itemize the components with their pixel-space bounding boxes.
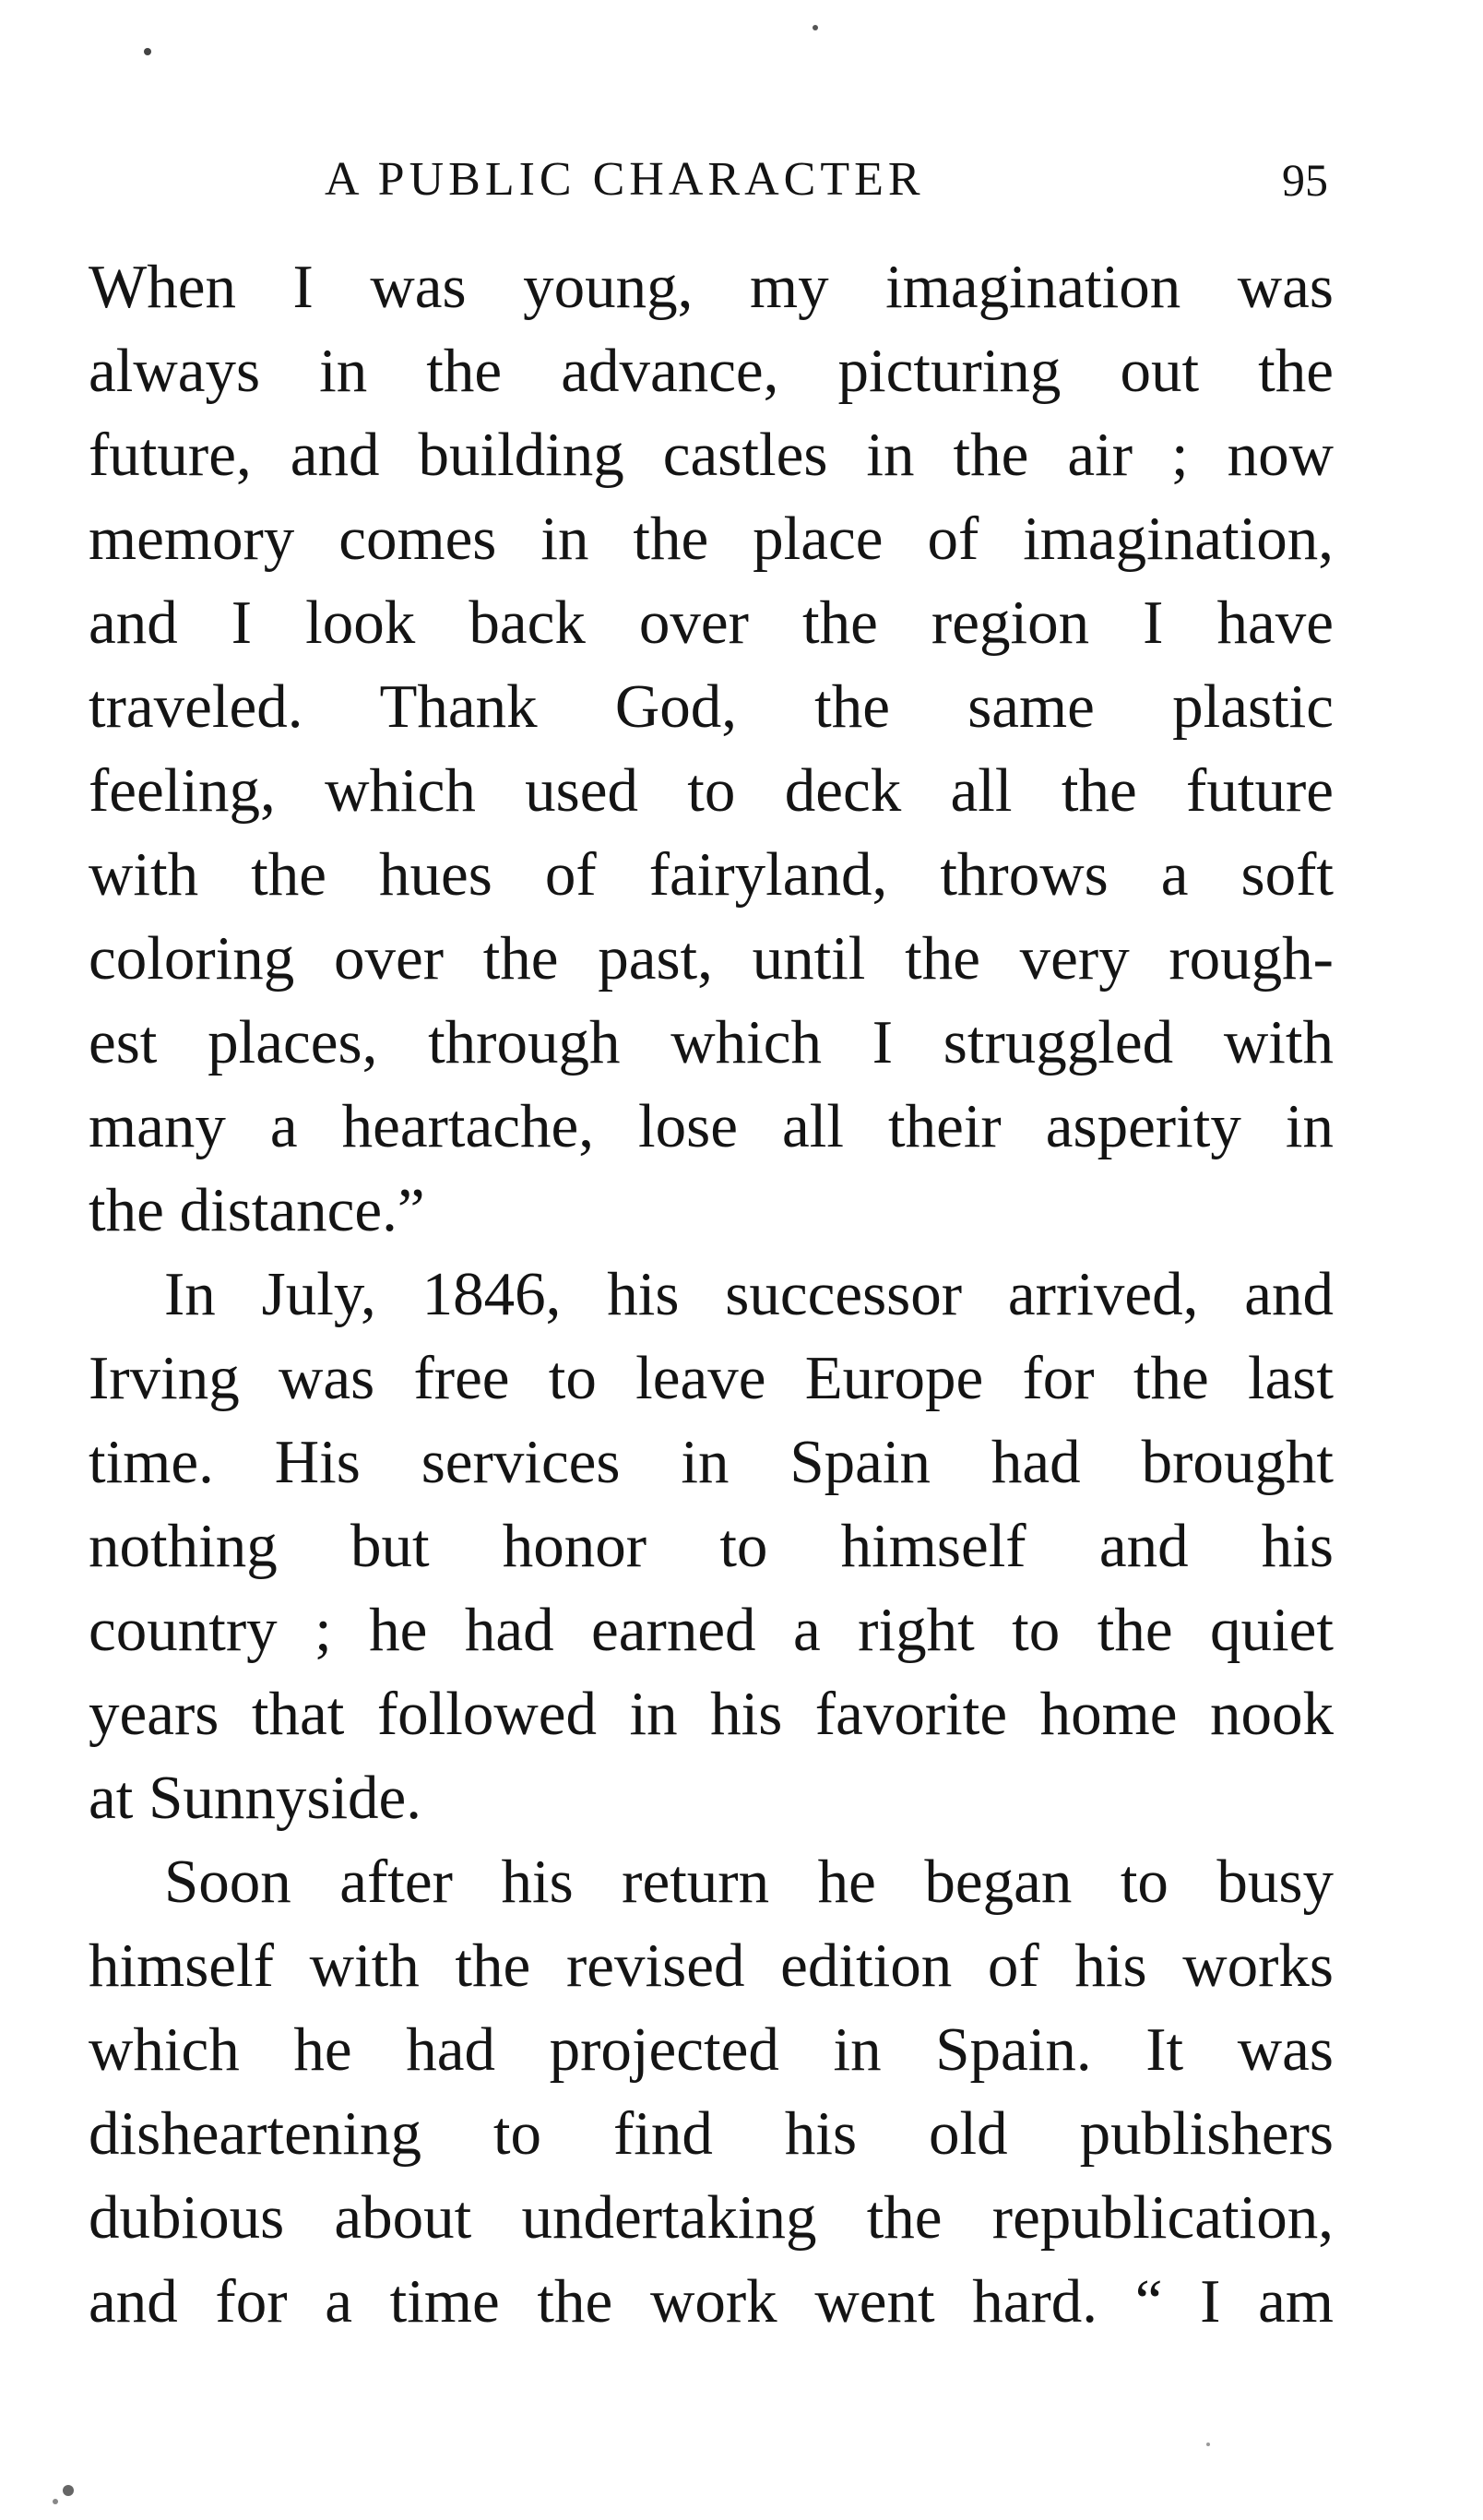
text-line: future, and building castles in the air ; now xyxy=(89,421,1334,489)
text-line: In July, 1846, his successor arrived, and xyxy=(164,1260,1334,1328)
body-text xyxy=(89,245,1334,2344)
text-line: When I was young, my imagination was xyxy=(89,253,1334,321)
text-line: which he had projected in Spain. It was xyxy=(89,2015,1334,2084)
scan-speck xyxy=(53,2499,58,2504)
text-line: traveled. Thank God, the same plastic xyxy=(89,672,1334,741)
text-line: memory comes in the place of imagination, xyxy=(89,505,1334,573)
text-line: many a heartache, lose all their asperity in xyxy=(89,1092,1334,1160)
text-line: at Sunnyside. xyxy=(89,1764,422,1832)
text-line: the distance.” xyxy=(89,1176,425,1244)
text-line: feeling, which used to deck all the future xyxy=(89,756,1334,825)
text-line: with the hues of fairyland, throws a soft xyxy=(89,840,1334,909)
text-line: years that followed in his favorite home nook xyxy=(89,1680,1334,1748)
text-line: time. His services in Spain had brought xyxy=(89,1428,1334,1496)
running-head xyxy=(0,148,1483,212)
text-line: country ; he had earned a right to the quiet xyxy=(89,1596,1334,1664)
text-line: Irving was free to leave Europe for the last xyxy=(89,1344,1334,1412)
text-line: himself with the revised edition of his works xyxy=(89,1932,1334,2000)
scan-speck xyxy=(144,48,151,55)
text-line: coloring over the past, until the very rough- xyxy=(89,924,1334,993)
scan-speck xyxy=(63,2485,74,2496)
running-title: A PUBLIC CHARACTER xyxy=(325,153,925,206)
scan-speck xyxy=(813,25,818,30)
page-number: 95 xyxy=(1282,154,1328,206)
text-line: and I look back over the region I have xyxy=(89,588,1334,657)
text-line: Soon after his return he began to busy xyxy=(164,1848,1334,1916)
text-line: dubious about undertaking the republication, xyxy=(89,2183,1334,2252)
text-line: always in the advance, picturing out the xyxy=(89,337,1334,405)
text-line: disheartening to find his old publishers xyxy=(89,2099,1334,2168)
text-line: nothing but honor to himself and his xyxy=(89,1512,1334,1580)
scan-speck xyxy=(1206,2443,1210,2446)
text-line: and for a time the work went hard. “ I am xyxy=(89,2267,1334,2336)
text-line: est places, through which I struggled with xyxy=(89,1008,1334,1076)
